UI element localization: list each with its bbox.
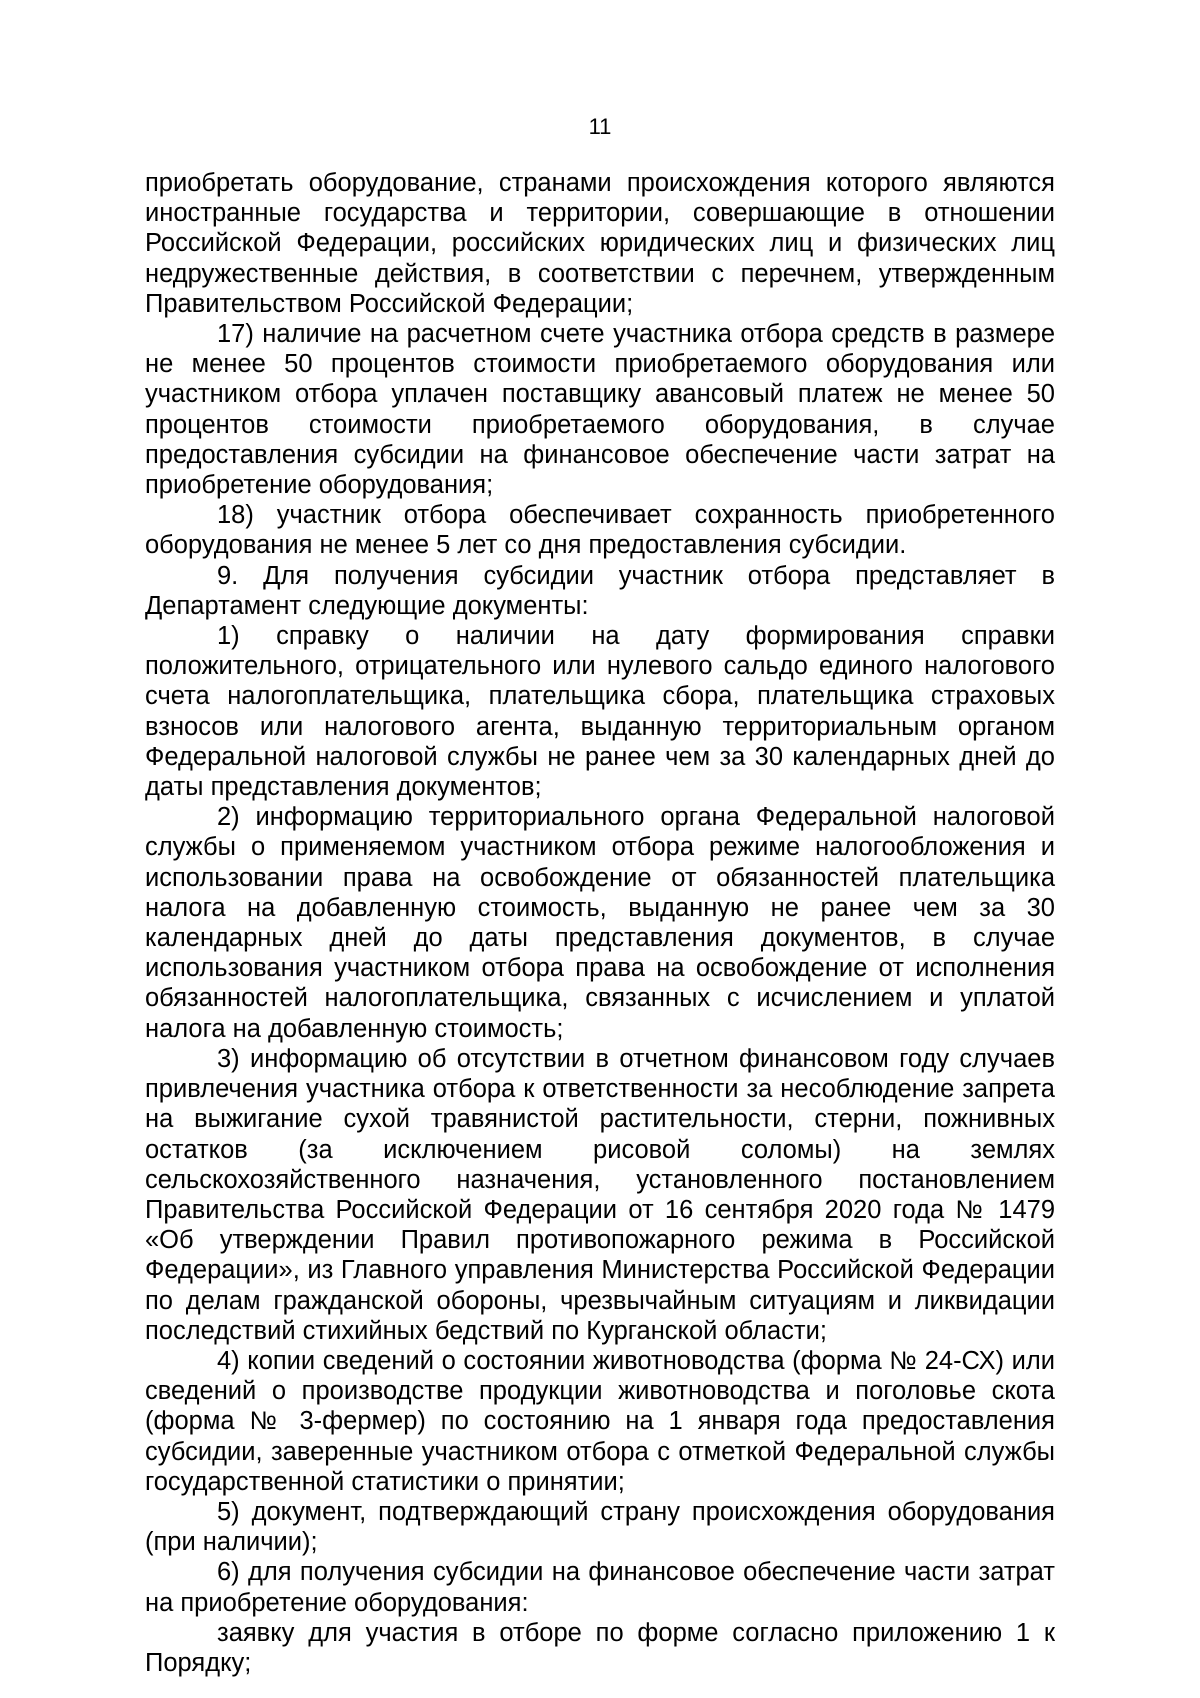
paragraph-application: заявку для участия в отборе по форме согласно приложению 1 к Порядку;	[145, 1618, 1055, 1677]
paragraph-document-4: 4) копии сведений о состоянии животноводства (форма № 24-СХ) или сведений о производстве продукции животноводства и поголовье скота (форма № 3-фермер) по состоянию на 1 января года предоставления субсидии, заверенные участником отбора с отметкой Федеральной службы государственной статистики о принятии;	[145, 1346, 1055, 1496]
paragraph-document-1: 1) справку о наличии на дату формирования справки положительного, отрицательного или нулевого сальдо единого налогового счета налогоплательщика, плательщика сбора, плательщика страховых взносов или налогового агента, выданную территориальным органом Федеральной налоговой службы не ранее чем за 30 календарных дней до даты представления документов;	[145, 622, 1055, 802]
paragraph-document-5: 5) документ, подтверждающий страну происхождения оборудования (при наличии);	[145, 1497, 1055, 1557]
paragraph-document-2: 2) информацию территориального органа Федеральной налоговой службы о применяемом участником отбора режиме налогообложения и использовании права на освобождение от обязанностей плательщика налога на добавленную стоимость, выданную не ранее чем за 30 календарных дней до даты представления документов, в случае использования участником отбора права на освобождение от исполнения обязанностей налогоплательщика, связанных с исчислением и уплатой налога на добавленную стоимость;	[145, 803, 1055, 1043]
paragraph-item-18: 18) участник отбора обеспечивает сохранность приобретенного оборудования не менее 5 лет со дня предоставления субсидии.	[145, 501, 1055, 560]
paragraph-document-3: 3) информацию об отсутствии в отчетном финансовом году случаев привлечения участника отбора к ответственности за несоблюдение запрета на выжигание сухой травянистой растительности, стерни, пожнивных остатков (за исключением рисовой соломы) на землях сельскохозяйственного назначения, установленного постановлением Правительства Российской Федерации от 16 сентября 2020 года № 1479 «Об утверждении Правил противопожарного режима в Российской Федерации», из Главного управления Министерства Российской Федерации по делам гражданской обороны, чрезвычайным ситуациям и ликвидации последствий стихийных бедствий по Курганской области;	[145, 1044, 1055, 1345]
paragraph-document-6: 6) для получения субсидии на финансовое обеспечение части затрат на приобретение оборудования:	[145, 1558, 1055, 1617]
paragraph-item-17: 17) наличие на расчетном счете участника отбора средств в размере не менее 50 процентов стоимости приобретаемого оборудования или участником отбора уплачен поставщику авансовый платеж не менее 50 процентов стоимости приобретаемого оборудования, в случае предоставления субсидии на финансовое обеспечение части затрат на приобретение оборудования;	[145, 320, 1055, 500]
paragraph-continuation: приобретать оборудование, странами происхождения которого являются иностранные государства и территории, совершающие в отношении Российской Федерации, российских юридических лиц и физических лиц недружественные действия, в соответствии с перечнем, утвержденным Правительством Российской Федерации;	[145, 169, 1055, 318]
paragraph-clause-9: 9. Для получения субсидии участник отбора представляет в Департамент следующие документы:	[145, 561, 1055, 620]
document-body	[145, 168, 1055, 1678]
page-number: 11	[588, 114, 612, 139]
